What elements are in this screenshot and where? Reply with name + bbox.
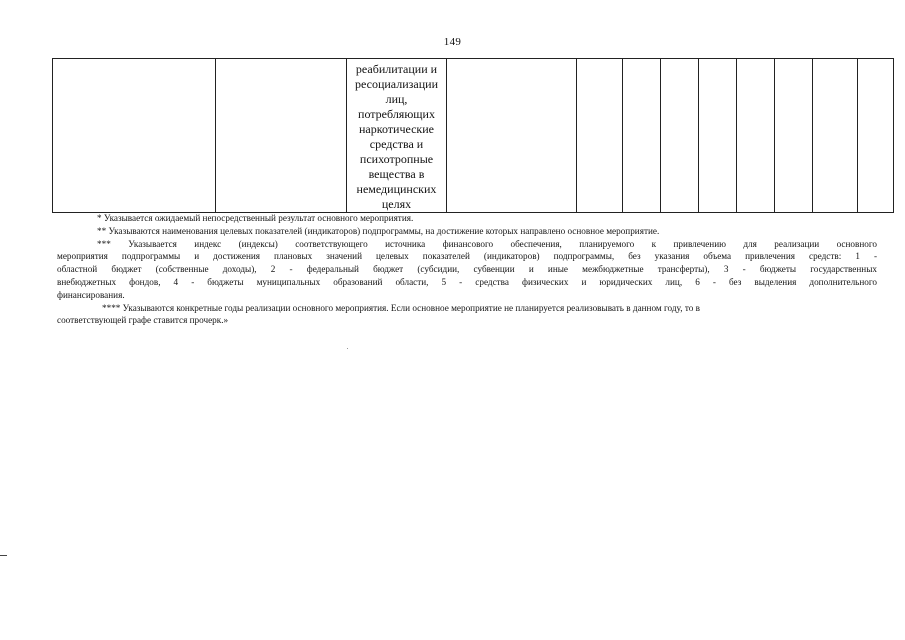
footnote-3-line: финансирования.	[57, 289, 125, 300]
purpose-line: целях	[381, 197, 412, 211]
table-cell-empty	[813, 59, 858, 213]
purpose-text	[347, 59, 446, 212]
footnote-4	[57, 302, 877, 328]
table-cell-source	[577, 59, 623, 213]
measures-table	[52, 58, 894, 213]
footnote-4-line: соответствующей графе ставится прочерк.»	[57, 315, 229, 326]
table-cell-empty	[661, 59, 699, 213]
table-cell-purpose	[347, 59, 447, 213]
table-cell-indicators	[447, 59, 577, 213]
purpose-line: реабилитации и	[355, 62, 438, 76]
purpose-line: лиц,	[385, 92, 408, 106]
footnote-3-line: *** Указывается индекс (индексы) соответствующего источника финансового обеспечения, планируемого к привлечению для реализации основного	[97, 238, 877, 249]
footnote-2: ** Указываются наименования целевых показателей (индикаторов) подпрограммы, на достижение которых направлено основное мероприятие.	[97, 225, 660, 236]
footnote-3	[57, 238, 877, 302]
footnote-4-line: **** Указываются конкретные годы реализации основного мероприятия. Если основное мероприятие не планируется реализовывать в данном году, то в	[102, 302, 700, 313]
table-row	[53, 59, 894, 213]
table-cell-empty	[623, 59, 661, 213]
table-cell-empty	[737, 59, 775, 213]
purpose-line: немедицинских	[356, 182, 437, 196]
purpose-line: ресоциализации	[355, 77, 438, 91]
table-cell-executor	[216, 59, 347, 213]
footnote-1: * Указывается ожидаемый непосредственный результат основного мероприятия.	[97, 213, 414, 223]
purpose-line: средства и	[369, 137, 424, 151]
purpose-line: психотропные	[359, 152, 434, 166]
footnote-3-line: областной бюджет (собственные доходы), 2 - федеральный бюджет (субсидии, субвенции и иные межбюджетные трансферты), 3 - бюджеты государственных	[57, 264, 877, 275]
table-cell-empty	[858, 59, 894, 213]
footnote-3-line: внебюджетных фондов, 4 - бюджеты муниципальных образований области, 5 - средства физических и юридических лиц, 6 - без выделения дополнительного	[57, 276, 877, 287]
purpose-line: вещества в	[368, 167, 425, 181]
scan-mark	[0, 555, 7, 556]
page-number: 149	[443, 36, 462, 48]
purpose-line: потребляющих	[358, 107, 435, 121]
footnotes	[57, 212, 877, 327]
scan-speck	[347, 348, 348, 349]
table-cell-measure-name	[53, 59, 216, 213]
purpose-line: наркотические	[358, 122, 435, 136]
table-cell-empty	[775, 59, 813, 213]
footnote-3-line: мероприятия подпрограммы и достижения плановых значений целевых показателей (индикаторов) подпрограммы, без указания объема привлечения средств: 1 -	[57, 251, 877, 262]
table-cell-empty	[699, 59, 737, 213]
